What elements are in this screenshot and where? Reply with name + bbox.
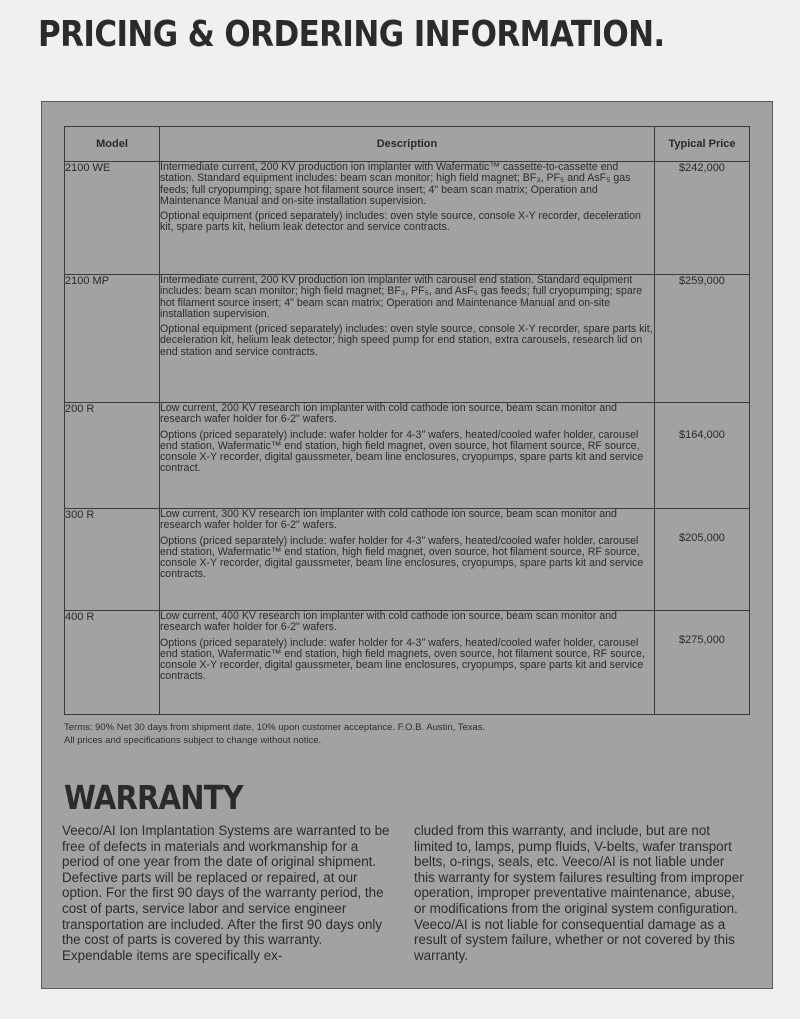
description-cell xyxy=(160,162,655,275)
description-cell xyxy=(160,403,655,509)
standard-equipment-text: Intermediate current, 200 KV production ion implanter with carousel end station. Standard equipment includes: beam scan monitor; high field magnet; BF₃, PF₅, and AsF₅ gas feeds; full cryopumping; spare hot filament source insert; 4" beam scan matrix; Operation and Maintenance Manual and on-site installation supervision. xyxy=(160,274,643,320)
pricing-table xyxy=(64,126,750,715)
pricing-panel xyxy=(41,101,773,989)
table-header-row xyxy=(65,127,750,162)
warranty-heading: WARRANTY xyxy=(64,779,243,818)
table-row xyxy=(65,611,750,715)
header-description: Description xyxy=(160,127,655,162)
header-price: Typical Price xyxy=(655,127,750,162)
model-cell: 300 R xyxy=(65,509,160,611)
model-cell: 200 R xyxy=(65,403,160,509)
header-model: Model xyxy=(65,127,160,162)
warranty-text-column-2: cluded from this warranty, and include, but are not limited to, lamps, pump fluids, V-belts, wafer transport belts, o-rings, seals, etc. Veeco/AI is not liable under this warranty for system failures resulting from improper operation, improper preventative maintenance, abuse, or modifications from the original system configuration. Veeco/AI is not liable for consequential damage as a result of system failure, whether or not covered by this warranty. xyxy=(414,823,744,963)
optional-equipment-text: Optional equipment (priced separately) includes: oven style source, console X-Y recorder, deceleration kit, spare parts kit, helium leak detector and service contracts. xyxy=(160,210,641,234)
price-cell: $164,000 xyxy=(655,403,750,509)
description-cell xyxy=(160,509,655,611)
optional-equipment-text: Options (priced separately) include: wafer holder for 4-3" wafers, heated/cooled wafer holder, carousel end station, Wafermatic™ end station, high field magnets, oven source, hot filament source, RF source, console X-Y recorder, digital gaussmeter, beam line enclosures, cryopumps, spare parts kit and service contracts. xyxy=(160,636,645,683)
table-row xyxy=(65,275,750,403)
description-cell xyxy=(160,275,655,403)
table-row xyxy=(65,162,750,275)
standard-equipment-text: Low current, 400 KV research ion implanter with cold cathode ion source, beam scan monitor and research wafer holder for 6-2" wafers. xyxy=(160,610,617,634)
page-title: PRICING & ORDERING INFORMATION. xyxy=(38,14,665,56)
warranty-text-column-1: Veeco/AI Ion Implantation Systems are warranted to be free of defects in materials and workmanship for a period of one year from the date of original shipment. Defective parts will be replaced or repaired, at our option. For the first 90 days of the warranty period, the cost of parts, service labor and service engineer transportation are included. After the first 90 days only the cost of parts is covered by this warranty. Expendable items are specifically ex- xyxy=(62,823,390,963)
optional-equipment-text: Options (priced separately) include: wafer holder for 4-3" wafers, heated/cooled wafer holder, carousel end station, Wafermatic™ end station, high field magnet, oven source, hot filament source, RF source, console X-Y recorder, digital gaussmeter, beam line enclosures, cryopumps, spare parts kit and service contract. xyxy=(160,428,644,475)
price-cell: $242,000 xyxy=(655,162,750,275)
change-notice: All prices and specifications subject to change without notice. xyxy=(64,735,322,746)
model-cell: 400 R xyxy=(65,611,160,715)
price-cell: $259,000 xyxy=(655,275,750,403)
standard-equipment-text: Intermediate current, 200 KV production ion implanter with Wafermatic™ cassette-to-cassette end station. Standard equipment includes: beam scan monitor; high field magnet; BF₃, PF₅ and AsF₅ gas feeds; full cryopumping; spare hot filament source insert; 4" beam scan matrix; Operation and Maintenance Manual and on-site installation supervision. xyxy=(160,161,631,207)
price-cell: $205,000 xyxy=(655,509,750,611)
table-row xyxy=(65,509,750,611)
model-cell: 2100 WE xyxy=(65,162,160,275)
price-cell: $275,000 xyxy=(655,611,750,715)
description-cell xyxy=(160,611,655,715)
optional-equipment-text: Options (priced separately) include: wafer holder for 4-3" wafers, heated/cooled wafer holder, carousel end station, Wafermatic™ end station, high field magnet, oven source, hot filament source, RF source, console X-Y recorder, digital gaussmeter, beam line enclosures, cryopumps, spare parts kit and service contracts. xyxy=(160,534,644,581)
standard-equipment-text: Low current, 200 KV research ion implanter with cold cathode ion source, beam scan monitor and research wafer holder for 6-2" wafers. xyxy=(160,402,617,426)
optional-equipment-text: Optional equipment (priced separately) includes: oven style source, console X-Y recorder, spare parts kit, deceleration kit, helium leak detector; high speed pump for end station, extra carousels, research lid on end station and service contracts. xyxy=(160,323,653,358)
payment-terms: Terms: 90% Net 30 days from shipment date, 10% upon customer acceptance. F.O.B. Austin, Texas. xyxy=(64,722,486,733)
standard-equipment-text: Low current, 300 KV research ion implanter with cold cathode ion source, beam scan monitor and research wafer holder for 6-2" wafers. xyxy=(160,508,617,532)
model-cell: 2100 MP xyxy=(65,275,160,403)
table-row xyxy=(65,403,750,509)
terms-note xyxy=(64,721,754,747)
